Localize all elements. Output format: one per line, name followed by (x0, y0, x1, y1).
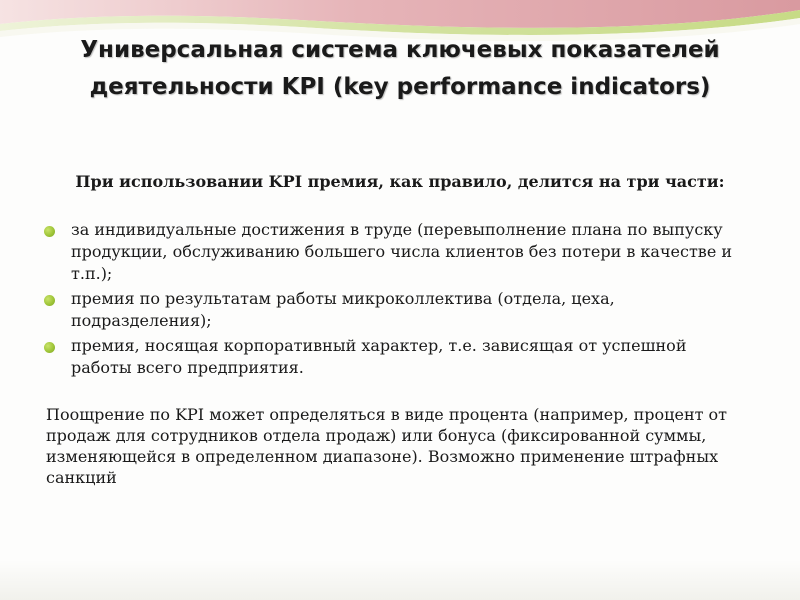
green-circle-bullet-icon (44, 342, 55, 353)
green-circle-bullet-icon (44, 226, 55, 237)
slide-title: Универсальная система ключевых показателей деятельности KPI (key performance indicators) (80, 37, 720, 100)
list-item-text: премия по результатам работы микроколлектива (отдела, цеха, подразделения); (71, 289, 615, 330)
bullet-list (44, 219, 744, 382)
list-item (44, 219, 744, 285)
list-item-text: премия, носящая корпоративный характер, т.е. зависящая от успешной работы всего предприятия. (71, 336, 687, 377)
bottom-shade-decoration (0, 560, 800, 600)
list-item-text: за индивидуальные достижения в труде (перевыполнение плана по выпуску продукции, обслуживанию большего числа клиентов без потери в качестве и т.п.); (71, 220, 733, 283)
closing-paragraph: Поощрение по KPI может определяться в виде процента (например, процент от продаж для сотрудников отдела продаж) или бонуса (фиксированной суммы, изменяющейся в определенном диапазоне). Возможно применение штрафных санкций (46, 405, 728, 487)
slide-subtitle: При использовании KPI премия, как правило, делится на три части: (75, 172, 725, 191)
green-circle-bullet-icon (44, 295, 55, 306)
list-item (44, 288, 744, 332)
list-item (44, 335, 744, 379)
